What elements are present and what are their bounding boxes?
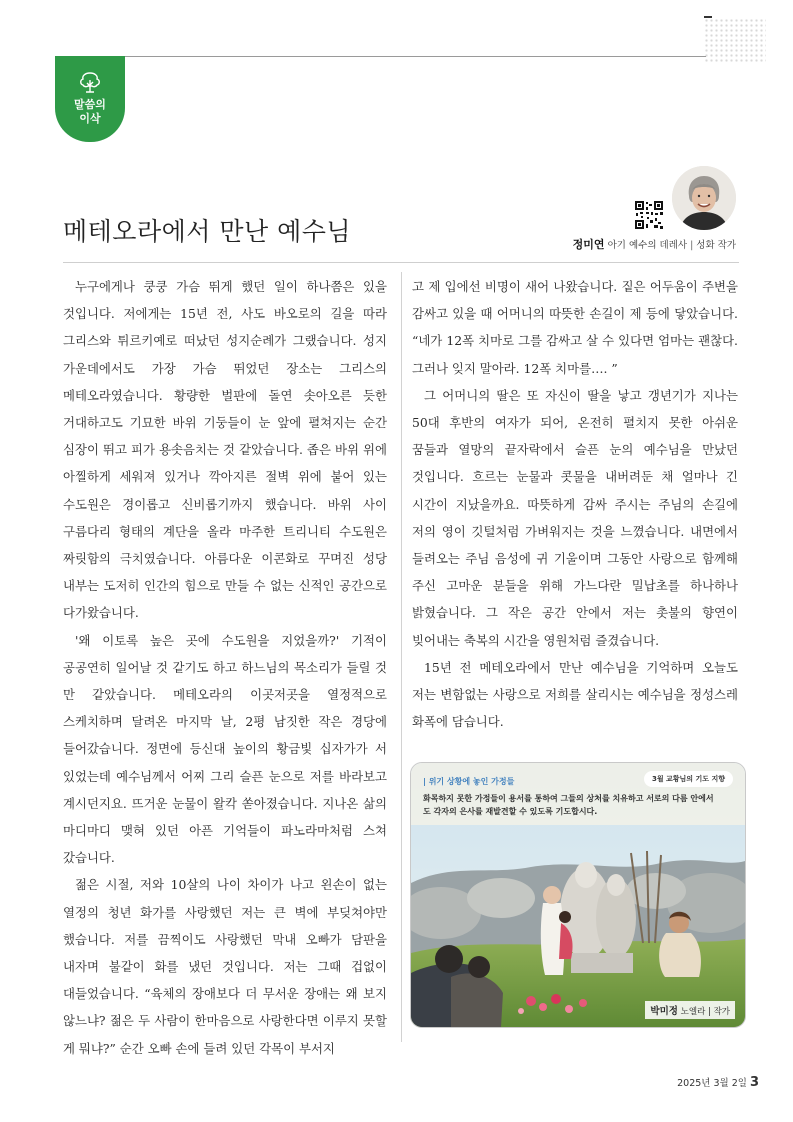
paragraph: 그 어머니의 딸은 또 자신이 딸을 낳고 갱년기가 지나는 50대 후반의 여자가 되어, 온전히 펼치지 못한 아쉬운 꿈들과 열망의 끝자락에서 슬픈 눈의 예수님을 만났던 것입니다. 흐르는 눈물과 콧물을 내버려둔 채 얼마나 긴 시간이 지났을까요. 따뜻하게 감싸 주시는 주님의 손길에 저의 영이 깃털처럼 가벼워지는 것을 느꼈습니다. 내면에서 들려오는 주님 음성에 귀 기울이며 그동안 사랑으로 함께해 주신 고마운 분들을 위해 가느다란 밀납초를 하나하나 밝혔습니다. 그 작은 공간 안에서 저는 촛불의 향연이 빚어내는 축복의 시간을 영원처럼 즐겼습니다.	[412, 387, 738, 648]
badge-line1: 말씀의	[74, 98, 106, 111]
intention-tag: 3월 교황님의 기도 지향	[644, 771, 733, 787]
issue-date: 2025년 3월 2일	[677, 1078, 747, 1089]
illustration-caption: | 위기 상황에 놓인 가정들	[423, 777, 515, 786]
author-name: 정미연	[572, 238, 605, 251]
tree-icon	[77, 70, 103, 94]
badge-line2: 이삭	[79, 112, 101, 125]
prayer-text: 화목하지 못한 가정들이 용서를 통하여 그들의 상처를 치유하고 서로의 다름 안에서도 각자의 은사를 재발견할 수 있도록 기도합시다.	[423, 794, 714, 816]
column-divider	[401, 272, 402, 1042]
article-title: 메테오라에서 만난 예수님	[63, 217, 352, 246]
body-column-right	[412, 273, 738, 735]
artist-credit	[645, 1001, 735, 1019]
author-avatar	[672, 166, 736, 230]
body-column-left	[63, 273, 387, 1062]
artist-name: 박미정	[650, 1006, 678, 1017]
title-rule	[63, 262, 739, 263]
artist-baptismal-name: 노엘라	[680, 1007, 706, 1017]
section-badge	[55, 56, 125, 142]
paragraph: '왜 이토록 높은 곳에 수도원을 지었을까?' 기적이 공공연히 일어날 것 같기도 하고 하느님의 목소리가 들릴 것 만 같았습니다. 메테오라의 이곳저곳을 열정적으로 스케치하며 달려온 마지막 날, 2평 남짓한 작은 경당에 들어갔습니다. 정면에 등신대 높이의 황금빛 십자가가 서 있었는데 예수님께서 어찌 그리 슬픈 눈으로 저를 바라보고 계시던지요. 뜨거운 눈물이 왈칵 쏟아졌습니다. 지나온 삶의 마디마디 맺혀 있던 아픈 기억들이 파노라마처럼 스쳐 갔습니다.	[63, 632, 387, 866]
author-line	[520, 236, 736, 252]
paragraph: 누구에게나 쿵쿵 가슴 뛰게 했던 일이 하나쯤은 있을 것입니다. 저에게는 15년 전, 사도 바오로의 길을 따라 그리스와 튀르키예로 떠났던 성지순례가 그랬습니다. 성지 가운데에서도 가장 가슴 뛰었던 장소는 그리스의 메테오라였습니다. 황량한 벌판에 돌연 솟아오른 듯한 거대하고도 기묘한 바위 기둥들이 눈 앞에 펼쳐지는 순간 심장이 뛰고 피가 용솟음치는 것 같았습니다. 좁은 바위 위에 아찔하게 세워져 있거나 깍아지른 절벽 위에 붙어 있는 수도원은 경이롭고 신비롭기까지 했습니다. 바위 사이 구름다리 형태의 계단을 올라 마주한 트리니티 수도원은 짜릿함의 극치였습니다. 아름다운 이콘화로 꾸며진 성당 내부는 도저히 인간의 힘으로 만들 수 없는 신적인 공간으로 다가왔습니다.	[63, 279, 387, 621]
paragraph: 15년 전 메테오라에서 만난 예수님을 기억하며 오늘도 저는 변함없는 사랑으로 저희를 살리시는 예수님을 정성스레 화폭에 담습니다.	[412, 659, 738, 730]
paragraph: 고 제 입에선 비명이 새어 나왔습니다. 짙은 어두움이 주변을 감싸고 있을 때 어머니의 따뜻한 손길이 제 등에 닿았습니다. “네가 12폭 치마로 그를 감싸고 살 수 있다면 엄마는 괜찮다. 그러나 잊지 말아라. 12폭 치마를…. ”	[412, 279, 738, 376]
header-rule	[120, 56, 706, 57]
paragraph: 젊은 시절, 저와 10살의 나이 차이가 나고 왼손이 없는 열정의 청년 화가를 사랑했던 저는 큰 벽에 부딪쳐야만 했습니다. 저를 끔찍이도 사랑했던 막내 오빠가 담판을 내자며 불같이 화를 냈던 것입니다. 저는 그때 겁없이 대들었습니다. “육체의 장애보다 더 무서운 장애는 왜 보지 않느냐? 젊은 두 사람이 한마음으로 사랑한다면 이루지 못할 게 뭐냐?” 순간 오빠 손에 들려 있던 각목이 부서지	[63, 877, 387, 1056]
artist-title: 작가	[713, 1007, 730, 1017]
prayer-illustration	[410, 762, 746, 1028]
author-separator: |	[690, 240, 694, 251]
artist-separator: |	[707, 1007, 711, 1017]
corner-pattern	[704, 18, 766, 62]
author-photo	[672, 166, 736, 230]
author-title: 성화 작가	[696, 240, 736, 251]
author-role: 아기 예수의 데레사	[607, 240, 688, 251]
page-number: 3	[749, 1075, 759, 1090]
qr-code[interactable]	[634, 200, 664, 230]
corner-mark	[704, 16, 712, 18]
page-footer	[677, 1071, 759, 1090]
